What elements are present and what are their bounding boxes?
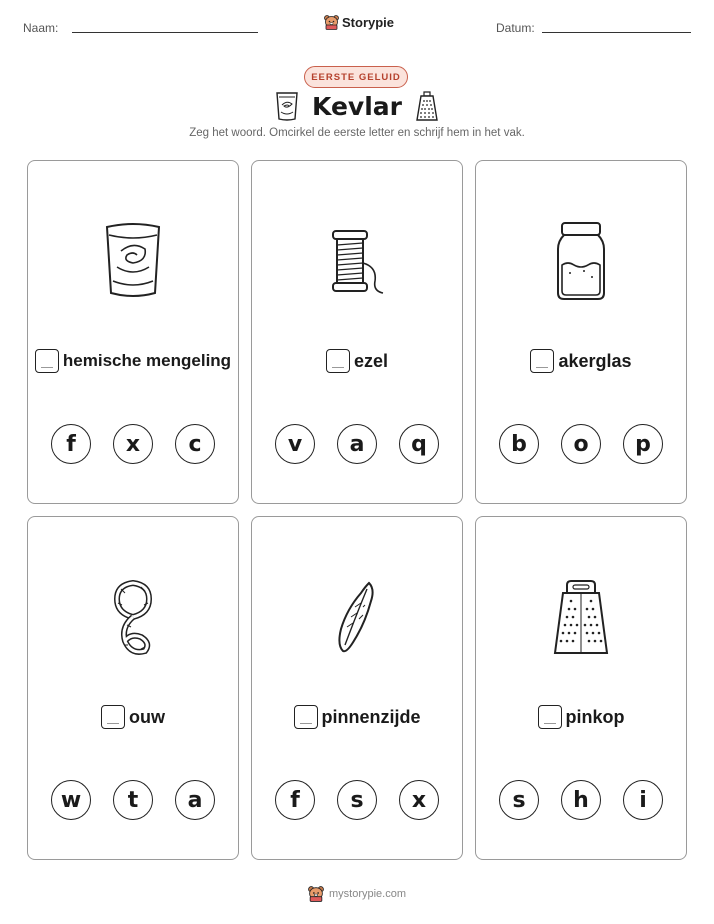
letter-choice[interactable]: x xyxy=(113,424,153,464)
letter-choice[interactable]: a xyxy=(175,780,215,820)
letter-choices xyxy=(28,780,238,820)
letter-choice[interactable]: v xyxy=(275,424,315,464)
word-row xyxy=(28,705,238,729)
jar-icon xyxy=(476,221,686,301)
word-card-1 xyxy=(27,160,239,504)
word-card-2 xyxy=(251,160,463,504)
letter-choices xyxy=(476,780,686,820)
word-card-4 xyxy=(27,516,239,860)
instructions: Zeg het woord. Omcirkel de eerste letter en schrijf hem in het vak. xyxy=(189,127,525,139)
word-row xyxy=(476,349,686,373)
answer-box[interactable] xyxy=(530,349,554,373)
answer-box[interactable] xyxy=(326,349,350,373)
cheese-grater-icon xyxy=(476,579,686,657)
letter-choice[interactable]: f xyxy=(51,424,91,464)
letter-choices xyxy=(28,424,238,464)
letter-choices xyxy=(476,424,686,464)
brand-logo xyxy=(324,14,394,30)
brand-name: Storypie xyxy=(342,14,395,30)
letter-choice[interactable]: s xyxy=(337,780,377,820)
word-text: akerglas xyxy=(558,350,632,371)
letter-choice[interactable]: b xyxy=(499,424,539,464)
word-text: hemische mengeling xyxy=(62,351,232,370)
letter-choice[interactable]: q xyxy=(399,424,439,464)
answer-box[interactable] xyxy=(538,705,562,729)
bear-mascot-icon xyxy=(324,14,339,30)
title-row xyxy=(0,90,714,126)
name-label: Naam: xyxy=(23,21,59,35)
feather-icon xyxy=(252,579,462,659)
word-text: ezel xyxy=(353,350,389,371)
word-text: pinnenzijde xyxy=(321,706,421,727)
letter-choice[interactable]: w xyxy=(51,780,91,820)
glass-swirl-icon xyxy=(28,221,238,301)
word-row xyxy=(252,705,462,729)
answer-box[interactable] xyxy=(101,705,125,729)
letter-choices xyxy=(252,424,462,464)
word-text: pinkop xyxy=(565,706,625,727)
letter-choices xyxy=(252,780,462,820)
name-line[interactable] xyxy=(72,32,258,33)
letter-choice[interactable]: o xyxy=(561,424,601,464)
letter-choice[interactable]: f xyxy=(275,780,315,820)
letter-choice[interactable]: c xyxy=(175,424,215,464)
page-title: Kevlar xyxy=(312,92,402,121)
cheese-grater-icon xyxy=(415,90,439,122)
word-card-6 xyxy=(475,516,687,860)
word-row xyxy=(28,349,238,373)
card-grid xyxy=(27,160,688,860)
letter-choice[interactable]: h xyxy=(561,780,601,820)
word-row xyxy=(252,349,462,373)
date-line[interactable] xyxy=(542,32,691,33)
letter-choice[interactable]: s xyxy=(499,780,539,820)
letter-choice[interactable]: t xyxy=(113,780,153,820)
date-label: Datum: xyxy=(496,21,535,35)
rope-knot-icon xyxy=(28,579,238,659)
word-card-5 xyxy=(251,516,463,860)
thread-spool-icon xyxy=(252,227,462,297)
answer-box[interactable] xyxy=(294,705,318,729)
category-badge: EERSTE GELUID xyxy=(304,66,408,88)
word-row xyxy=(476,705,686,729)
letter-choice[interactable]: a xyxy=(337,424,377,464)
letter-choice[interactable]: x xyxy=(399,780,439,820)
page-footer xyxy=(0,885,714,902)
word-card-3 xyxy=(475,160,687,504)
worksheet-header xyxy=(0,14,714,44)
letter-choice[interactable]: p xyxy=(623,424,663,464)
letter-choice[interactable]: i xyxy=(623,780,663,820)
word-text: ouw xyxy=(129,706,165,727)
answer-box[interactable] xyxy=(35,349,59,373)
footer-url[interactable]: mystorypie.com xyxy=(328,887,407,900)
bear-mascot-icon xyxy=(308,885,324,902)
